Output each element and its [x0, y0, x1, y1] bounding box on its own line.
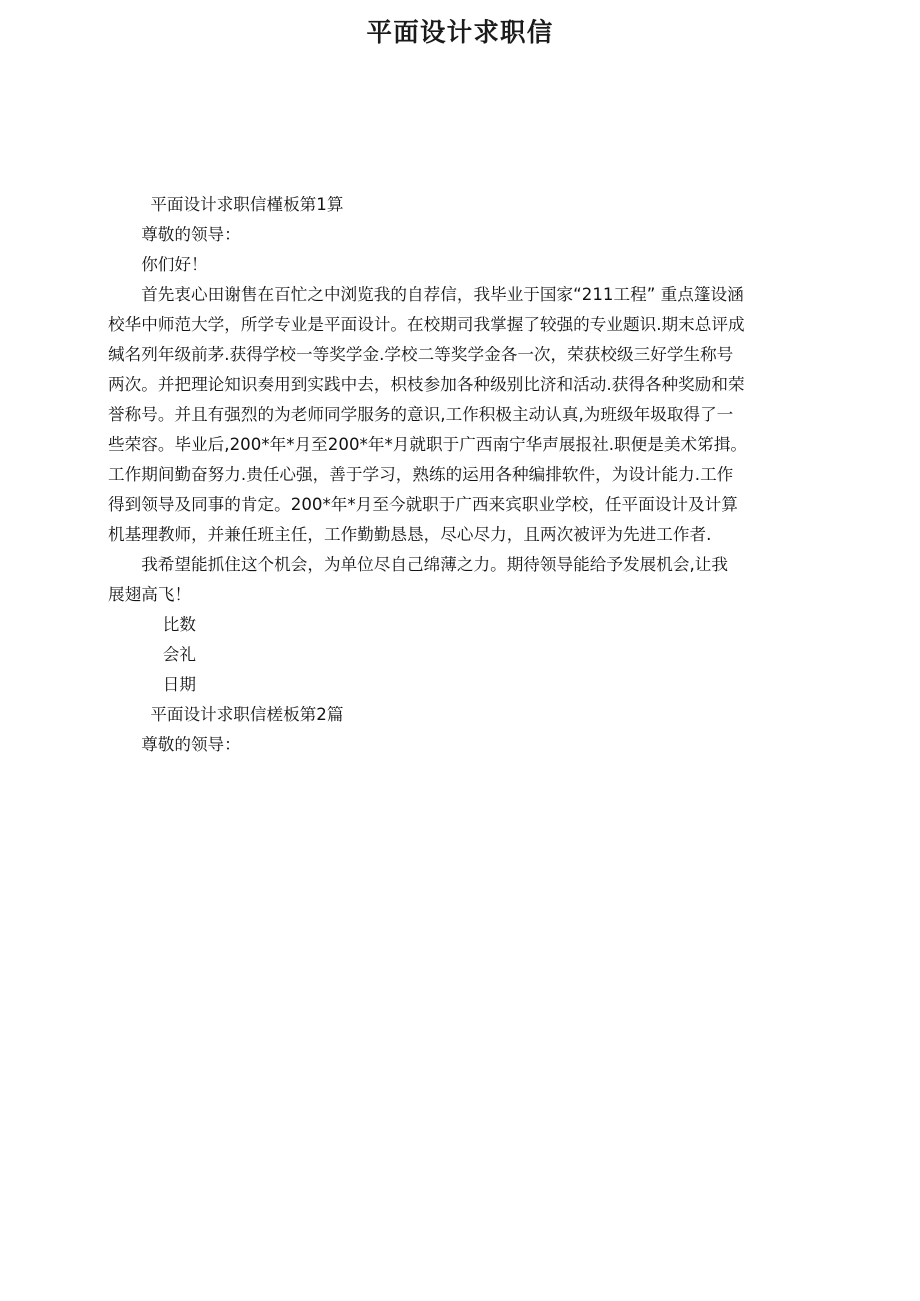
salutation-2: 尊敬的领导：: [141, 735, 241, 754]
paragraph-1-line: 首先衷心田谢售在百忙之中浏览我的自荐信，我毕业于国家“211工程” 重点篷设涵: [141, 285, 744, 304]
paragraph-1-line: 誉称号。并且有强烈的为老师同学服务的意识,工作积极主动认真,为班级年圾取得了一: [108, 405, 734, 424]
document-body: [108, 190, 814, 760]
paragraph-1-line: 校华中师范大学，所学专业是平面设计。在校期司我掌握了较强的专业题识.期末总评成: [108, 315, 745, 334]
salutation-1: 尊敬的领导：: [141, 225, 241, 244]
section-heading-2: 平面设计求职信槎板第2篇: [150, 705, 344, 724]
paragraph-1: [108, 280, 814, 550]
paragraph-2-line: 展翅高飞！: [108, 585, 192, 604]
paragraph-1-line: 些荣容。毕业后,200*年*月至200*年*月就职于广西南宁华声展报社.职便是美术笫揖。: [108, 435, 747, 454]
closing-date: 日期: [162, 675, 196, 694]
paragraph-1-line: 机基理教师，并兼任班主任，工作勤勤恳恳，尽心尽力，且两次被评为先进工作者.: [108, 525, 712, 544]
closing-regards: 会礼: [162, 645, 196, 664]
paragraph-1-line: 缄名列年级前茅.获得学校一等奖学金.学校二等奖学金各一次，荣获校级三好学生称号: [108, 345, 734, 364]
paragraph-2-line: 我希望能抓住这个机会，为单位尽自己绵薄之力。期待领导能给予发展机会,让我: [141, 555, 728, 574]
paragraph-2: [108, 550, 814, 610]
greeting-1: 你们好！: [141, 255, 208, 274]
closing-salute: 比数: [162, 615, 196, 634]
paragraph-1-line: 工作期间勤奋努力.贵任心强，善于学习，熟练的运用各种编排软件，为设计能力.工作: [108, 465, 734, 484]
paragraph-1-line: 得到领导及同事的肯定。200*年*月至今就职于广西来宾职业学校，任平面设计及计算: [108, 495, 738, 514]
page-title: 平面设计求职信: [366, 18, 554, 48]
section-heading-1: 平面设计求职信槿板第1算: [150, 195, 344, 214]
paragraph-1-line: 两次。并把理论知识奏用到实践中去，枳枝参加各种级别比济和活动.获得各种奖励和荣: [108, 375, 745, 394]
